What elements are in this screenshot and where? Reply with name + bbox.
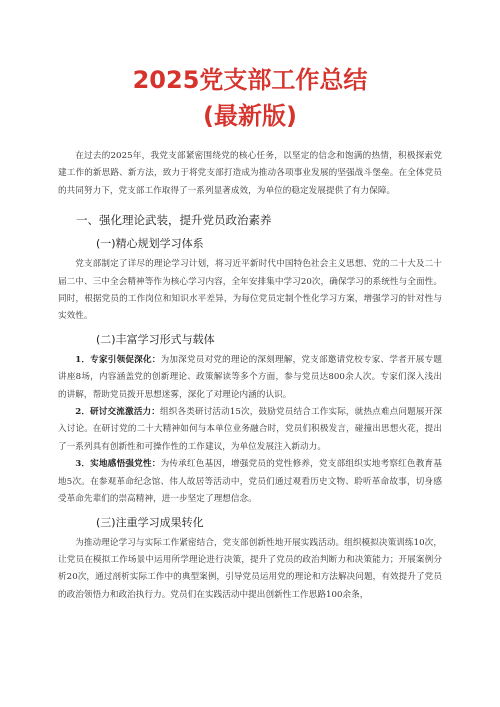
list-item <box>58 456 442 508</box>
subsection-paragraph: 党支部制定了详尽的理论学习计划，将习近平新时代中国特色社会主义思想、党的二十大及二十届二中、三中全会精神等作为核心学习内容，全年安排集中学习20次，确保学习的系统性与全面性。同时，根据党员的工作岗位和知识水平差异，为每位党员定制个性化学习方案，增强学习的针对性与实效性。 <box>58 259 442 322</box>
list-item-lead: 3．实地感悟强党性： <box>75 459 161 470</box>
list-item-lead: 1．专家引领促深化： <box>75 354 161 365</box>
intro-paragraph: 在过去的2025年，我党支部紧密围绕党的核心任务，以坚定的信念和饱满的热情，积极探索党建工作的新思路、新方法，致力于将党支部打造成为推动各项事业发展的坚强战斗堡垒。在全体党员的共同努力下，党支部工作取得了一系列显著成效，为单位的稳定发展提供了有力保障。 <box>58 151 442 196</box>
list-item <box>58 352 442 404</box>
subsection-heading: (一)精心规划学习体系 <box>96 237 204 251</box>
list-item-text: 为加深党员对党的理论的深刻理解，党支部邀请党校专家、学者开展专题讲座8场，内容涵盖党的创新理论、政策解读等多个方面，参与党员达800余人次。专家们深入浅出的讲解，帮助党员拨开思想迷雾，深化了对理论内涵的认识。 <box>58 354 442 400</box>
subsection-heading: (三)注重学习成果转化 <box>96 515 204 529</box>
list-item-text: 组织各类研讨活动15次，鼓励党员结合工作实际，就热点难点问题展开深入讨论。在研讨党的二十大精神如何与本单位业务融合时，党员们积极发言，碰撞出思想火花，提出了一系列具有创新性和可操作性的工作建议，为单位发展注入新动力。 <box>58 407 442 452</box>
subsection-paragraph: 为推动理论学习与实际工作紧密结合，党支部创新性地开展实践活动。组织模拟决策训练10次，让党员在模拟工作场景中运用所学理论进行决策，提升了党员的政治判断力和决策能力；开展案例分析20次，通过剖析实际工作中的典型案例，引导党员运用党的理论和方法解决问题，有效提升了党员的政治领悟力和政治执行力。党员们在实践活动中提出创新性工作思路100余条， <box>58 537 442 600</box>
document-title: 2025党支部工作总结 <box>132 66 368 94</box>
list-item <box>58 404 442 456</box>
list-item-text: 为传承红色基因，增强党员的党性修养，党支部组织实地考察红色教育基地5次。在参观革命纪念馆、伟人故居等活动中，党员们通过观看历史文物、聆听革命故事，切身感受革命先辈们的崇高精神，进一步坚定了理想信念。 <box>58 459 442 505</box>
subsection-heading: (二)丰富学习形式与载体 <box>96 332 215 346</box>
document-subtitle: (最新版) <box>203 102 297 130</box>
section-heading: 一、强化理论武装，提升党员政治素养 <box>76 213 272 228</box>
list-item-lead: 2．研讨交流激活力： <box>75 407 160 418</box>
